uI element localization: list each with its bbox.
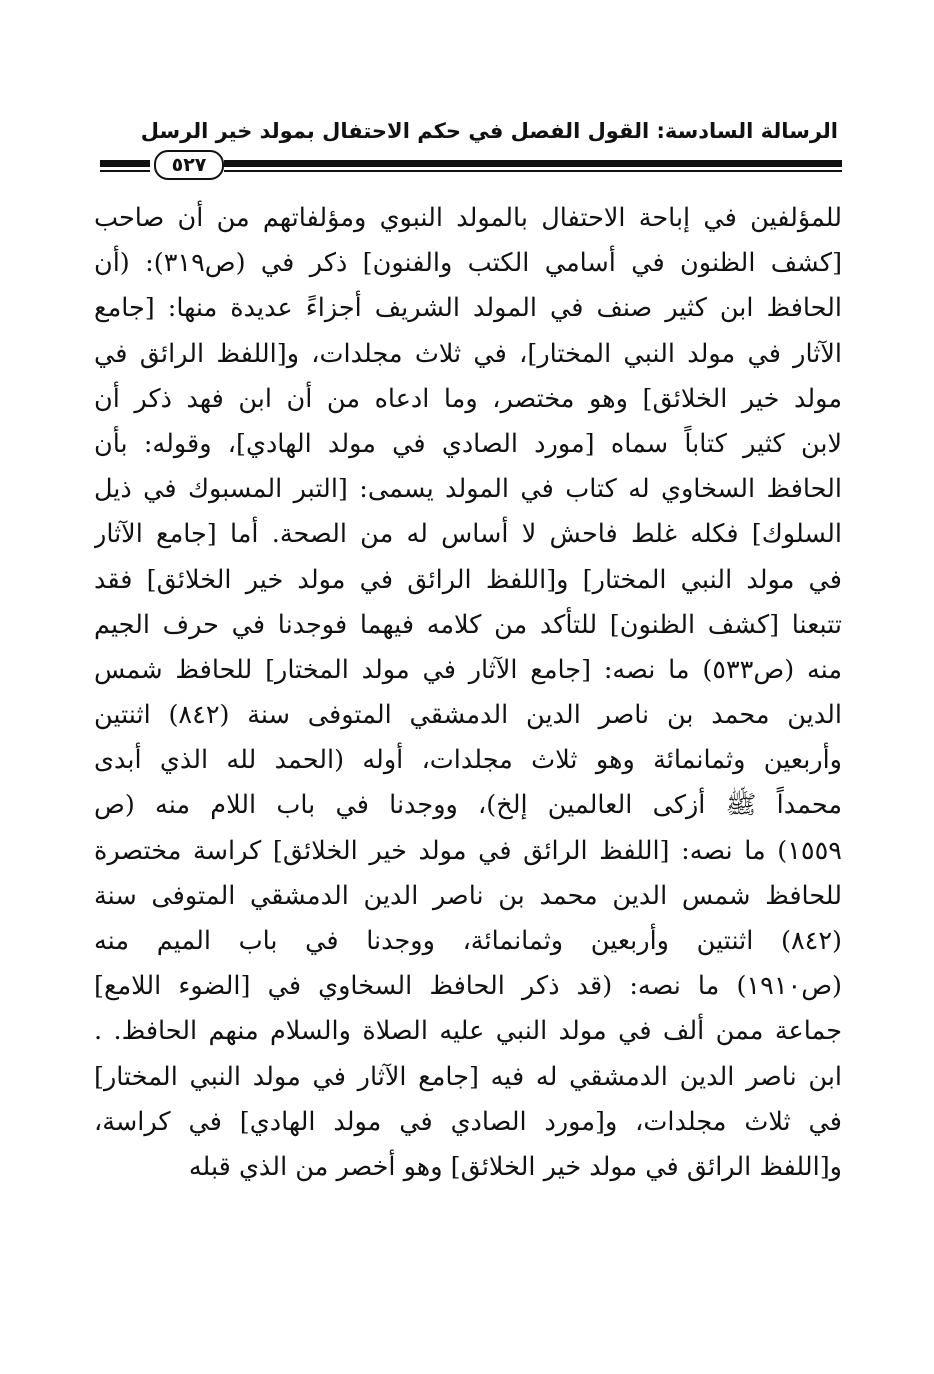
text-line: (ص١٩١٠) ما نصه: (قد ذكر الحافظ السخاوي في [الضوء اللامع] (94, 971, 842, 1002)
text-line: [كشف الظنون في أسامي الكتب والفنون] ذكر في (ص٣١٩): (أن (94, 248, 842, 279)
header-rule (100, 150, 842, 178)
text-line: وأربعين وثمانمائة وهو ثلاث مجلدات، أوله (الحمد لله الذي أبدى (94, 745, 842, 776)
text-line: و[اللفظ الرائق في مولد خير الخلائق] وهو أخصر من الذي قبله (188, 1151, 842, 1182)
text-line: جماعة ممن ألف في مولد النبي عليه الصلاة والسلام منهم الحافظ. . (94, 1016, 842, 1047)
text-line: الدين محمد بن ناصر الدين الدمشقي المتوفى سنة (٨٤٢) اثنتين (94, 700, 842, 731)
text-line: مولد خير الخلائق] وهو مختصر، وما ادعاه من أن ابن فهد ذكر أن (94, 383, 842, 414)
text-line: الحافظ السخاوي له كتاب في المولد يسمى: [التبر المسبوك في ذيل (94, 474, 842, 505)
text-line: لابن كثير كتاباً سماه [مورد الصادي في مولد الهادي]، وقوله: بأن (94, 428, 842, 459)
page-number: ٥٢٧ (154, 150, 224, 180)
text-line: (٨٤٢) اثنتين وأربعين وثمانمائة، ووجدنا في باب الميم منه (94, 926, 842, 956)
text-line: للمؤلفين في إباحة الاحتفال بالمولد النبوي ومؤلفاتهم من أن صاحب (94, 203, 842, 233)
text-line: الحافظ ابن كثير صنف في المولد الشريف أجزاءً عديدة منها: [جامع (94, 293, 842, 324)
text-line: منه (ص٥٣٣) ما نصه: [جامع الآثار في مولد المختار] للحافظ شمس (94, 654, 842, 685)
header-rule-right (224, 160, 842, 167)
header-rule-right-thin (224, 170, 842, 172)
text-line: السلوك] فكله غلط فاحش لا أساس له من الصحة. أما [جامع الآثار (94, 519, 842, 550)
text-line: للحافظ شمس الدين محمد بن ناصر الدين الدمشقي المتوفى سنة (94, 880, 842, 911)
text-line: محمداً ﷺ أزكى العالمين إلخ)، ووجدنا في باب اللام منه (ص (94, 790, 842, 821)
text-line: ١٥٥٩) ما نصه: [اللفظ الرائق في مولد خير الخلائق] كراسة مختصرة (94, 835, 842, 866)
text-line: الآثار في مولد النبي المختار]، في ثلاث مجلدات، و[اللفظ الرائق في (94, 338, 842, 369)
header-rule-left-thin (100, 170, 150, 172)
text-line: في مولد النبي المختار] و[اللفظ الرائق في مولد خير الخلائق] فقد (94, 564, 842, 595)
text-line: ابن ناصر الدين الدمشقي له فيه [جامع الآثار في مولد النبي المختار] (94, 1061, 842, 1092)
text-line: في ثلاث مجلدات، و[مورد الصادي في مولد الهادي] في كراسة، (94, 1106, 842, 1137)
header-rule-left (100, 160, 150, 167)
text-line: تتبعنا [كشف الظنون] للتأكد من كلامه فيهما فوجدنا في حرف الجيم (94, 609, 842, 640)
running-title: الرسالة السادسة: القول الفصل في حكم الاحتفال بمولد خير الرسل (140, 119, 838, 143)
body-text (94, 196, 842, 1190)
